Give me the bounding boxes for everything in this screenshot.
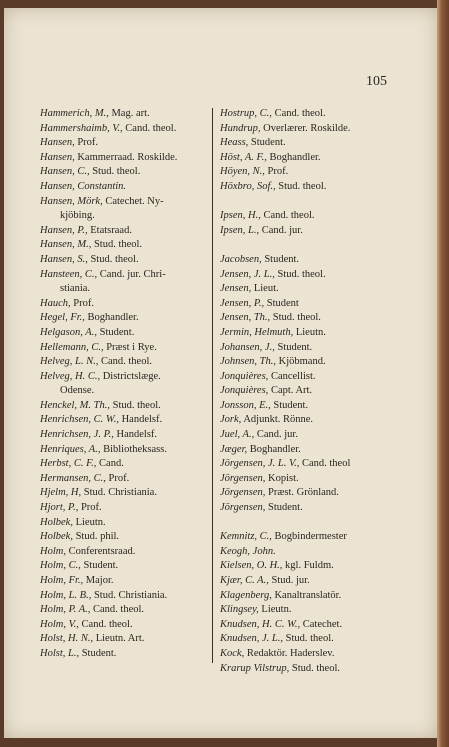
entry-name: Holm, L. B.,	[40, 589, 92, 601]
entry-name: Hauch,	[40, 297, 71, 309]
entry-name: Keogh, John.	[220, 545, 276, 557]
directory-entry	[40, 326, 208, 341]
directory-entry	[40, 618, 208, 633]
entry-name: Ipsen, L.,	[220, 224, 260, 236]
entry-description: Stud. theol.	[112, 399, 161, 411]
entry-description: Kopist.	[268, 472, 299, 484]
entry-name: Hansen,	[40, 151, 75, 163]
entry-description: Stud. theol.	[92, 166, 141, 178]
left-column	[40, 107, 208, 662]
entry-description: Student.	[268, 502, 303, 514]
entry-description: Conferentsraad.	[68, 545, 136, 557]
entry-name: Helgason, A.,	[40, 326, 97, 338]
directory-entry	[220, 545, 392, 560]
entry-name: Hjelm, H,	[40, 487, 82, 499]
entry-description: Cand. theol.	[93, 604, 145, 616]
entry-description: Præst. Grönland.	[268, 487, 339, 499]
entry-name: Jonquières,	[220, 370, 269, 382]
entry-description: Lieut.	[253, 283, 279, 295]
directory-entry	[40, 180, 208, 195]
directory-entry	[40, 530, 208, 545]
entry-description: Etatsraad.	[90, 224, 132, 236]
entry-description: Redaktör. Haderslev.	[246, 647, 335, 659]
directory-entry	[220, 501, 392, 516]
directory-entry	[40, 122, 208, 137]
directory-entry	[220, 559, 392, 574]
entry-name: Holst, L.,	[40, 647, 80, 659]
directory-entry	[40, 311, 208, 326]
directory-entry	[220, 428, 392, 443]
entry-description: Major.	[85, 575, 114, 586]
entry-continuation: Odense.	[60, 385, 95, 397]
entry-continuation: stiania.	[60, 283, 91, 295]
letter-group-spacer	[220, 238, 392, 253]
directory-entry	[40, 413, 208, 428]
entry-description: Catechet.	[302, 618, 343, 630]
entry-description: Cand. jur.	[261, 224, 303, 236]
directory-entry	[220, 589, 392, 604]
entry-description: Prof.	[77, 137, 99, 149]
directory-entry	[220, 370, 392, 385]
entry-description: Handelsf.	[121, 414, 163, 426]
directory-entry	[40, 603, 208, 618]
directory-entry	[40, 486, 208, 501]
directory-entry	[40, 457, 208, 472]
entry-name: Johansen, J.,	[220, 341, 275, 353]
column-divider	[212, 108, 213, 663]
entry-description: Stud. Christiania.	[93, 589, 168, 601]
entry-name: Helveg, L. N.,	[40, 356, 99, 368]
directory-entry	[40, 165, 208, 180]
entry-description: Stud. jur.	[271, 575, 310, 586]
directory-entry	[220, 530, 392, 545]
entry-description: Præst i Rye.	[106, 341, 157, 353]
entry-description: Boghandler.	[249, 443, 301, 455]
entry-description: Student.	[99, 326, 135, 338]
entry-name: Knudsen, H. C. W.,	[220, 618, 301, 630]
directory-entry	[220, 472, 392, 487]
entry-name: Hegel, Fr.,	[40, 312, 85, 324]
entry-description: Boghandler.	[87, 312, 139, 324]
directory-entry	[220, 180, 392, 195]
page-number: 105	[366, 74, 387, 89]
entry-description: Student.	[81, 647, 117, 659]
entry-description: Stud. theol.	[90, 253, 139, 265]
entry-name: Krarup Vilstrup,	[220, 662, 290, 674]
directory-entry	[220, 574, 392, 589]
directory-entry	[220, 253, 392, 268]
entry-name: Hjort, P.,	[40, 502, 79, 514]
directory-entry	[220, 618, 392, 633]
entry-description: Cand. theol.	[274, 108, 326, 119]
entry-name: Hansen, S.,	[40, 253, 88, 265]
entry-description: Overlærer. Roskilde.	[263, 122, 351, 134]
book-page	[4, 8, 437, 738]
entry-name: Jensen, Th.,	[220, 312, 271, 324]
entry-name: Johnsen, Th.,	[220, 356, 276, 368]
directory-entry	[40, 297, 208, 312]
entry-name: Hansen, C.,	[40, 166, 90, 178]
entry-description: kgl. Fuldm.	[285, 560, 334, 572]
entry-description: Mag. art.	[111, 108, 150, 119]
directory-entry	[40, 501, 208, 516]
entry-name: Ipsen, H.,	[220, 210, 261, 222]
directory-entry	[220, 399, 392, 414]
entry-description: Adjunkt. Rönne.	[243, 414, 314, 426]
directory-entry	[220, 282, 392, 297]
entry-name: Holbek,	[40, 531, 73, 543]
entry-description: Lieutn. Art.	[95, 633, 145, 645]
directory-entry	[40, 647, 208, 662]
directory-entry	[220, 224, 392, 239]
entry-description: Kanaltranslatör.	[274, 589, 342, 601]
entry-description: Cand. jur.	[256, 429, 298, 441]
entry-name: Höst, A. F.,	[220, 151, 267, 163]
directory-entry	[40, 107, 208, 122]
entry-description: Cand. theol	[301, 458, 351, 470]
entry-description: Prof.	[80, 502, 102, 514]
directory-entry	[40, 472, 208, 487]
directory-entry	[220, 486, 392, 501]
directory-entry	[40, 195, 208, 224]
directory-entry	[220, 341, 392, 356]
entry-description: Lieutn.	[261, 604, 292, 616]
entry-description: Handelsf.	[116, 429, 158, 441]
entry-name: Helveg, H. C.,	[40, 370, 101, 382]
directory-entry	[40, 136, 208, 151]
entry-name: Hansen, P.,	[40, 224, 88, 236]
entry-name: Heass,	[220, 137, 249, 149]
entry-name: Jörgensen,	[220, 472, 266, 484]
directory-entry	[220, 136, 392, 151]
directory-entry	[220, 603, 392, 618]
entry-name: Knudsen, J. L.,	[220, 633, 283, 645]
entry-name: Klagenberg,	[220, 589, 272, 601]
directory-entry	[220, 662, 392, 677]
entry-name: Holm, C.,	[40, 560, 81, 572]
entry-description: Lieutn.	[75, 516, 106, 528]
entry-description: Stud. theol.	[291, 662, 340, 674]
entry-name: Jensen,	[220, 283, 252, 295]
entry-name: Hansen,	[40, 137, 75, 149]
entry-description: Boghandler.	[269, 151, 321, 163]
entry-description: Prof.	[267, 166, 289, 178]
entry-description: Student.	[83, 560, 119, 572]
directory-entry	[220, 355, 392, 370]
directory-entry	[40, 589, 208, 604]
entry-description: Bogbindermester	[274, 531, 347, 543]
entry-name: Holbek,	[40, 516, 73, 528]
entry-name: Henrichsen, C. W.,	[40, 414, 119, 426]
entry-name: Holm, V.,	[40, 618, 79, 630]
entry-name: Jensen, J. L.,	[220, 268, 275, 280]
entry-name: Jonquières,	[220, 385, 269, 397]
letter-group-spacer	[220, 516, 392, 531]
directory-entry	[40, 253, 208, 268]
entry-description: Cand. theol.	[81, 618, 133, 630]
entry-description: Lieutn.	[295, 326, 326, 338]
entry-name: Jermin, Helmuth,	[220, 326, 294, 338]
directory-entry	[220, 632, 392, 647]
entry-name: Höxbro, Sof.,	[220, 180, 276, 192]
entry-name: Jonsson, E.,	[220, 399, 271, 411]
directory-entry	[40, 224, 208, 239]
directory-entry	[40, 559, 208, 574]
entry-continuation: kjöbing.	[60, 210, 95, 222]
directory-entry	[40, 516, 208, 531]
entry-description: Student.	[264, 253, 300, 265]
directory-entry	[40, 574, 208, 589]
entry-name: Hansen, M.,	[40, 239, 92, 251]
entry-name: Juel, A.,	[220, 429, 255, 441]
directory-entry	[220, 647, 392, 662]
entry-description: Cand. theol.	[125, 122, 177, 134]
directory-entry	[40, 428, 208, 443]
entry-name: Kemnitz, C.,	[220, 531, 272, 543]
entry-name: Kjær, C. A.,	[220, 575, 269, 586]
entry-name: Höyen, N.,	[220, 166, 265, 178]
entry-description: Stud. phil.	[75, 531, 120, 543]
entry-name: Hundrup,	[220, 122, 261, 134]
directory-entry	[220, 268, 392, 283]
entry-name: Jæger,	[220, 443, 248, 455]
entry-description: Kammerraad. Roskilde.	[77, 151, 178, 163]
entry-name: Hammerich, M.,	[40, 108, 109, 119]
entry-description: Prof.	[108, 472, 130, 484]
entry-name: Holm, P. A.,	[40, 604, 91, 616]
directory-entry	[40, 443, 208, 458]
entry-name: Hansen, Constantin.	[40, 180, 127, 192]
entry-name: Jacobsen,	[220, 253, 262, 265]
entry-name: Holst, H. N.,	[40, 633, 94, 645]
entry-name: Hostrup, C.,	[220, 108, 272, 119]
entry-name: Henriques, A.,	[40, 443, 101, 455]
entry-name: Jork,	[220, 414, 242, 426]
entry-description: Student.	[273, 399, 309, 411]
entry-name: Henckel, M. Th.,	[40, 399, 110, 411]
directory-entry	[40, 370, 208, 399]
directory-entry	[220, 122, 392, 137]
entry-description: Stud. theol.	[272, 312, 321, 324]
letter-group-spacer	[220, 195, 392, 210]
directory-entry	[220, 443, 392, 458]
directory-entry	[220, 326, 392, 341]
entry-description: Prof.	[73, 297, 94, 309]
entry-name: Jensen, P.,	[220, 297, 265, 309]
directory-entry	[220, 413, 392, 428]
entry-description: Student	[266, 297, 299, 309]
directory-entry	[40, 238, 208, 253]
entry-description: Kjöbmand.	[278, 356, 326, 368]
book-edge	[437, 0, 449, 747]
entry-name: Hansteen, C.,	[40, 268, 98, 280]
entry-description: Cand.	[99, 458, 124, 470]
entry-name: Hansen, Mörk,	[40, 195, 103, 207]
entry-description: Stud. Christiania.	[83, 487, 157, 499]
entry-name: Jörgensen, J. L. V.,	[220, 458, 300, 470]
entry-description: Stud. theol.	[277, 268, 326, 280]
entry-name: Hellemann, C.,	[40, 341, 104, 353]
entry-description: Capt. Art.	[270, 385, 313, 397]
directory-entry	[40, 399, 208, 414]
entry-name: Henrichsen, J. P.,	[40, 429, 114, 441]
directory-entry	[40, 268, 208, 297]
entry-name: Holm,	[40, 545, 66, 557]
directory-entry	[40, 151, 208, 166]
right-column	[220, 107, 392, 676]
entry-description: Cancellist.	[270, 370, 316, 382]
directory-entry	[40, 341, 208, 356]
entry-name: Holm, Fr.,	[40, 575, 84, 586]
directory-entry	[40, 355, 208, 370]
directory-entry	[220, 107, 392, 122]
entry-description: Cand. theol.	[263, 210, 315, 222]
directory-entry	[220, 384, 392, 399]
entry-description: Bibliotheksass.	[103, 443, 167, 455]
entry-description: Catechet. Ny-	[105, 195, 164, 207]
entry-name: Klingsey,	[220, 604, 259, 616]
directory-entry	[40, 632, 208, 647]
entry-name: Hermansen, C.,	[40, 472, 106, 484]
entry-description: Student.	[277, 341, 313, 353]
entry-description: Cand. jur. Chri-	[99, 268, 166, 280]
directory-entry	[220, 311, 392, 326]
entry-name: Kielsen, O. H.,	[220, 560, 283, 572]
entry-name: Jörgensen,	[220, 502, 266, 514]
directory-entry	[220, 165, 392, 180]
entry-name: Kock,	[220, 647, 245, 659]
entry-description: Stud. theol.	[285, 633, 334, 645]
entry-name: Hammershaimb, V.,	[40, 122, 123, 134]
entry-description: Student.	[250, 137, 286, 149]
directory-entry	[220, 151, 392, 166]
directory-entry	[40, 545, 208, 560]
directory-entry	[220, 209, 392, 224]
entry-name: Jörgensen,	[220, 487, 266, 499]
entry-name: Herbst, C. F.,	[40, 458, 97, 470]
entry-description: Cand. theol.	[100, 356, 152, 368]
directory-entry	[220, 457, 392, 472]
entry-description: Stud. theol.	[93, 239, 143, 251]
directory-entry	[220, 297, 392, 312]
entry-description: Stud. theol.	[278, 180, 327, 192]
entry-description: Districtslæge.	[102, 370, 161, 382]
